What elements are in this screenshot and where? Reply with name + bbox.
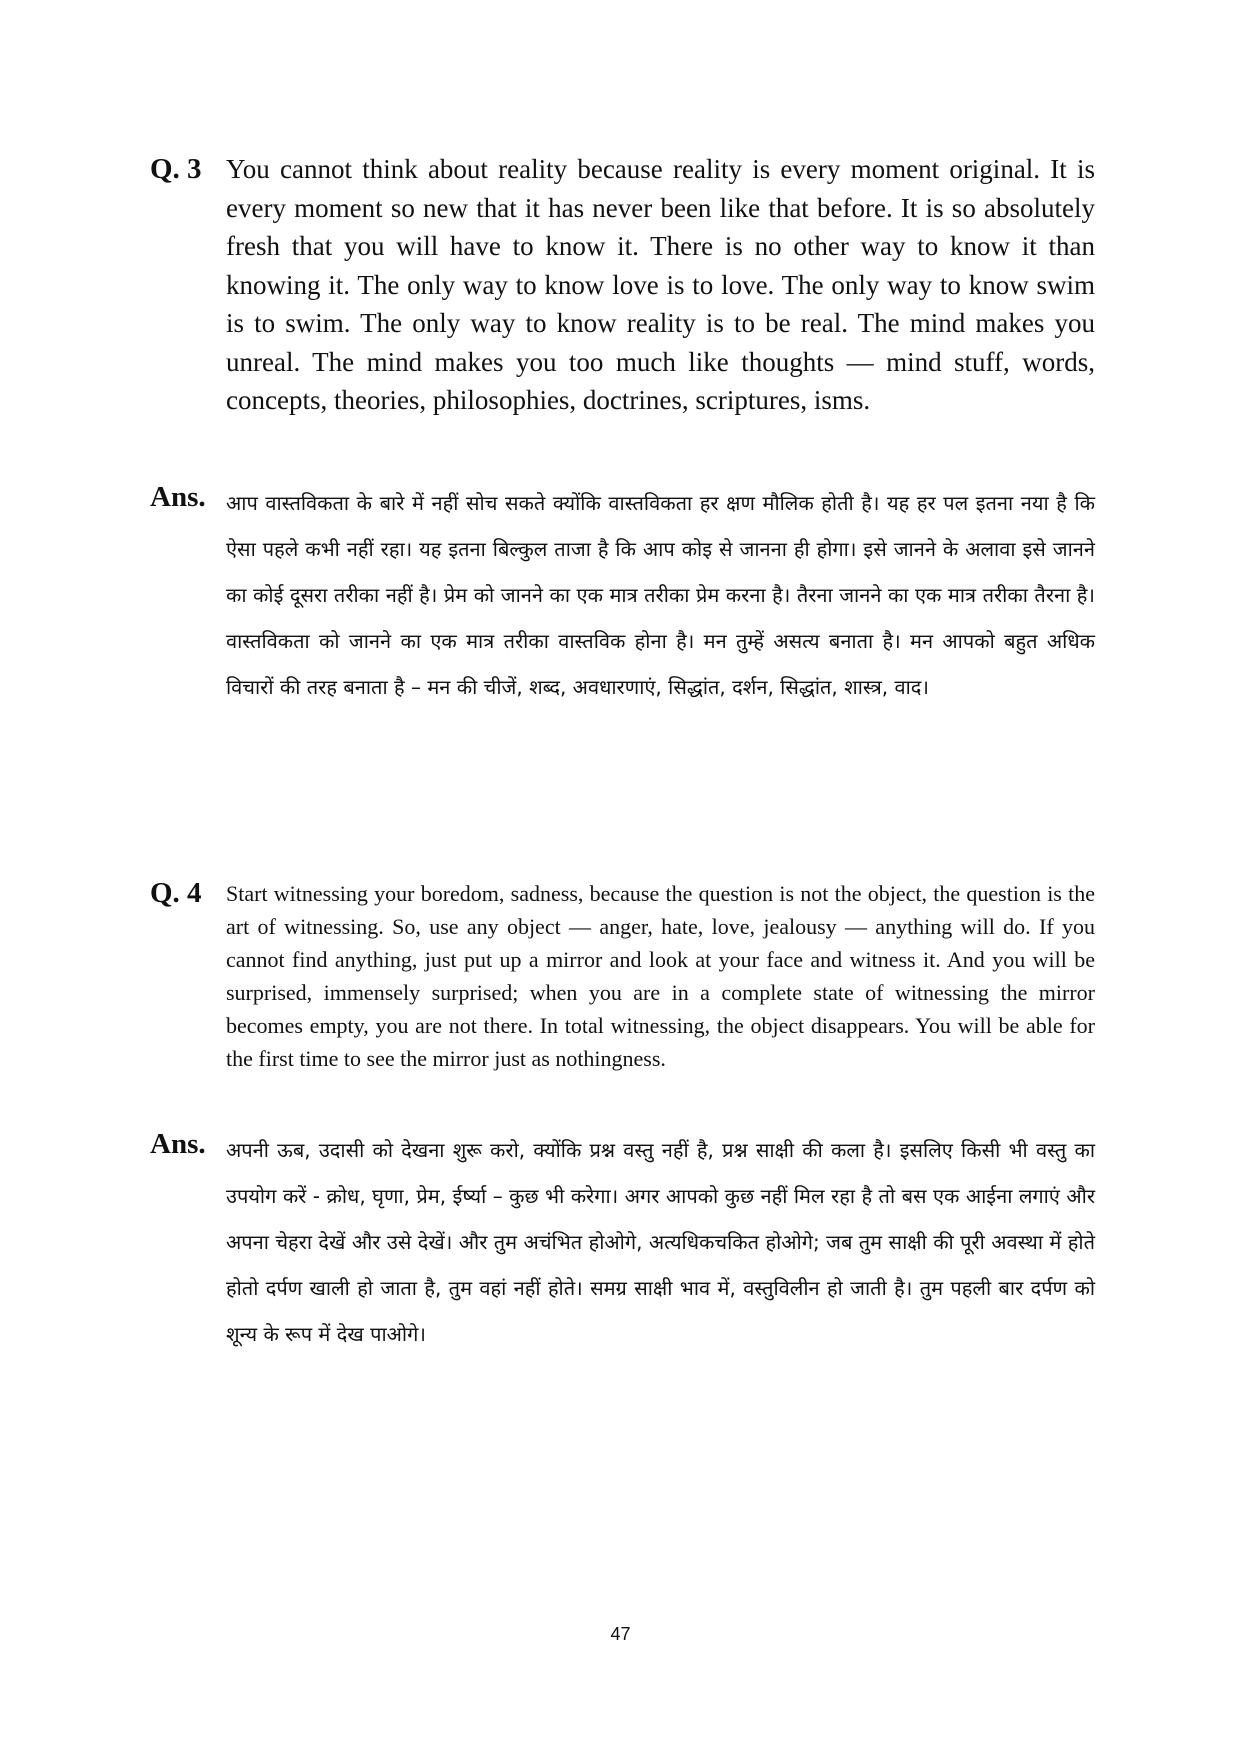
question-4-text: Start witnessing your boredom, sadness, because the question is not the object, the question is the art of witnessing. So, use any object — anger, hate, love, jealousy — anything will do. If you cannot find anything, just put up a mirror and look at your face and witness it. And you will be surprised, immensely surprised; when you are in a complete state of witnessing the mirror becomes empty, you are not there. In total witnessing, the object disappears. You will be able for the first time to see the mirror just as nothingness. [226,881,1095,1071]
question-3 [150,150,1095,420]
answer-3 [150,480,1095,710]
question-3-text: You cannot think about reality because reality is every moment original. It is every moment so new that it has never been like that before. It is so absolutely fresh that you will have to know it. There is no other way to know it than knowing it. The only way to know love is to love. The only way to know swim is to swim. The only way to know reality is to be real. The mind makes you unreal. The mind makes you too much like thoughts — mind stuff, words, concepts, theories, philosophies, doctrines, scriptures, isms. [226,154,1095,415]
answer-4-text: अपनी ऊब, उदासी को देखना शुरू करो, क्योंकि प्रश्न वस्तु नहीं है, प्रश्न साक्षी की कला है। इसलिए किसी भी वस्तु का उपयोग करें - क्रोध, घृणा, प्रेम, ईर्ष्या – कुछ भी करेगा। अगर आपको कुछ नहीं मिल रहा है तो बस एक आईना लगाएं और अपना चेहरा देखें और उसे देखें। और तुम अचंभित होओगे, अत्यधिकचकित होओगे; जब तुम साक्षी की पूरी अवस्था में होते होतो दर्पण खाली हो जाता है, तुम वहां नहीं होते। समग्र साक्षी भाव में, वस्तुविलीन हो जाती है। तुम पहली बार दर्पण को शून्य के रूप में देख पाओगे। [226,1138,1095,1346]
question-4-label: Q. 4 [150,877,202,909]
question-4 [150,877,1095,1075]
page-number: 47 [610,1624,631,1644]
answer-4-label: Ans. [150,1128,206,1160]
answer-3-text: आप वास्तविकता के बारे में नहीं सोच सकते क्योंकि वास्तविकता हर क्षण मौलिक होती है। यह हर पल इतना नया है कि ऐसा पहले कभी नहीं रहा। यह इतना बिल्कुल ताजा है कि आप कोइ से जानना ही होगा। इसे जानने के अलावा इसे जानने का कोई दूसरा तरीका नहीं है। प्रेम को जानने का एक मात्र तरीका प्रेम करना है। तैरना जानने का एक मात्र तरीका तैरना है। वास्तविकता को जानने का एक मात्र तरीका वास्तविक होना है। मन तुम्हें असत्य बनाता है। मन आपको बहुत अधिक विचारों की तरह बनाता है – मन की चीजें, शब्द, अवधारणाएं, सिद्धांत, दर्शन, सिद्धांत, शास्त्र, वाद। [226,491,1095,699]
answer-3-label: Ans. [150,481,206,513]
question-3-label: Q. 3 [150,153,202,185]
answer-4 [150,1127,1095,1357]
